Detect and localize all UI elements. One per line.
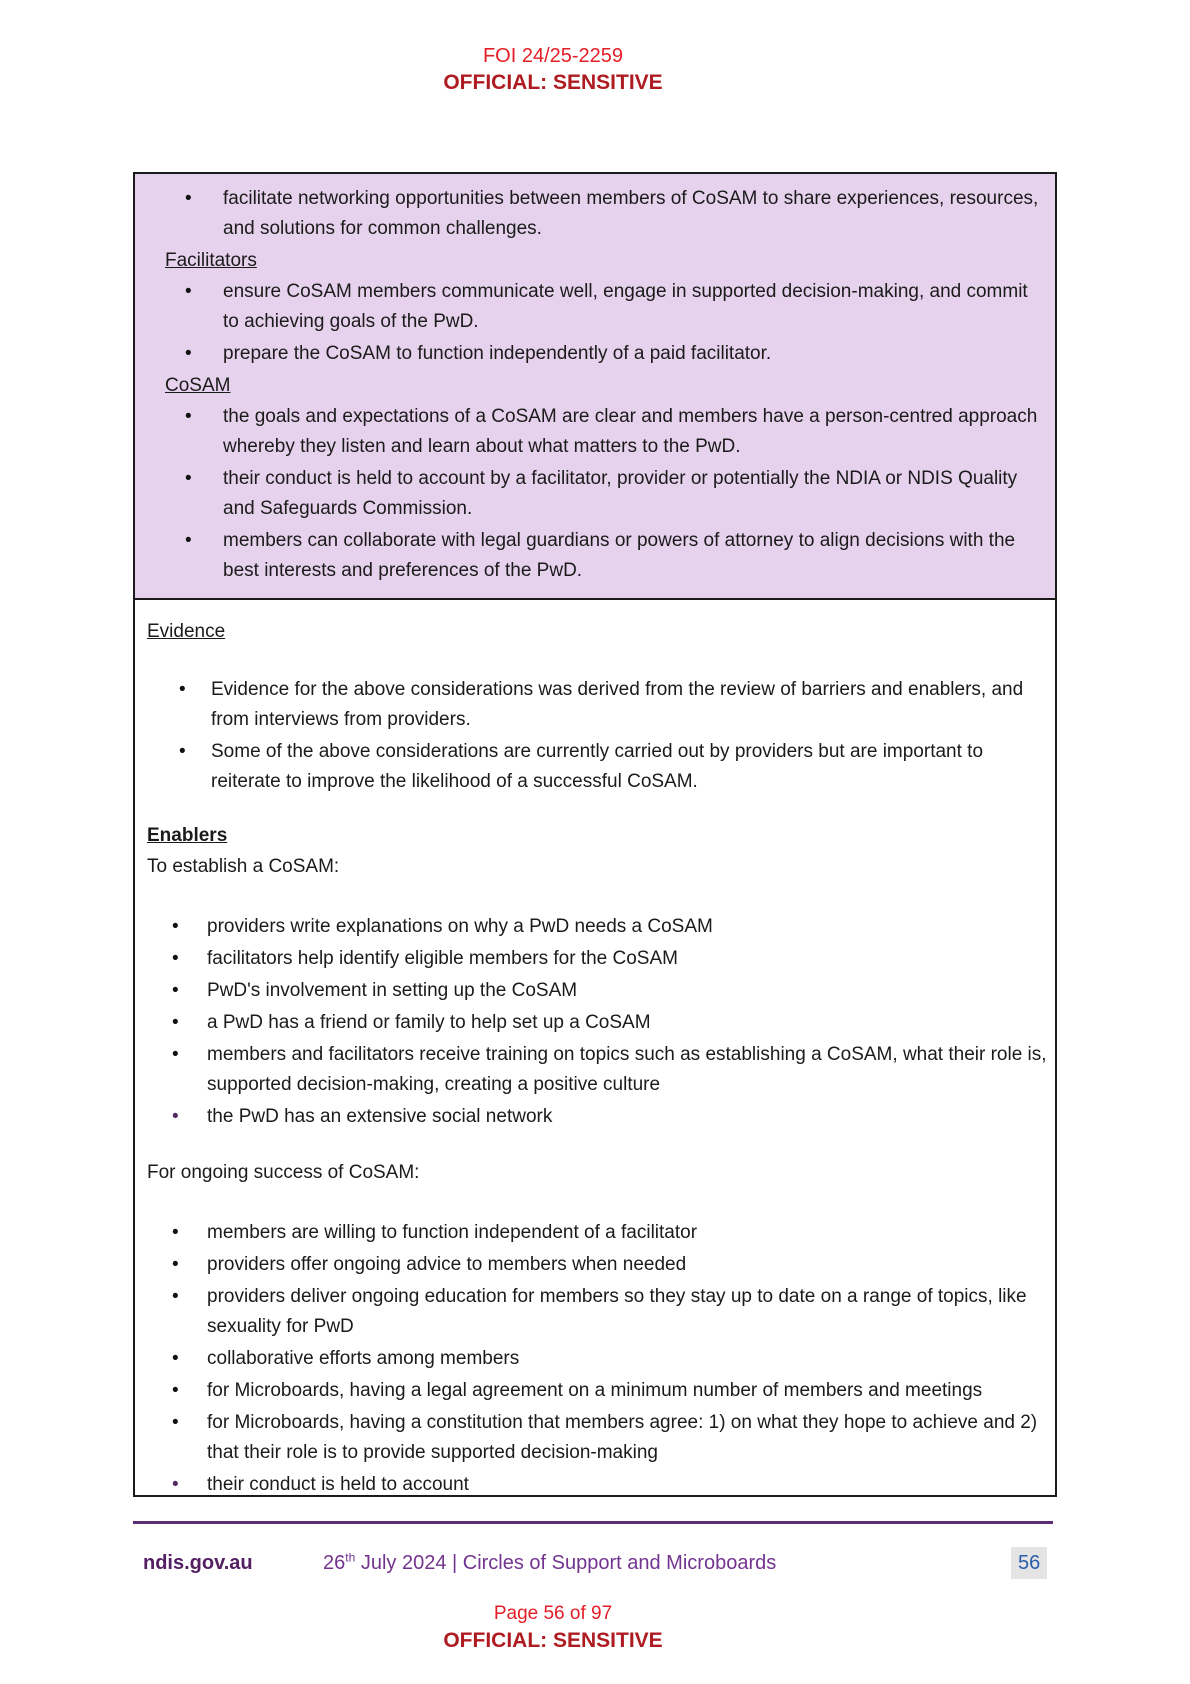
bullet-item: • facilitators help identify eligible members for the CoSAM [147, 944, 1047, 974]
bullet-item: • Evidence for the above considerations was derived from the review of barriers and enablers, and from interviews from providers. [147, 675, 1047, 735]
bullet-item: • providers deliver ongoing education for members so they stay up to date on a range of topics, like sexuality for PwD [147, 1282, 1047, 1342]
bullet-item: • providers write explanations on why a PwD needs a CoSAM [147, 912, 1047, 942]
bullet-item: • for Microboards, having a legal agreement on a minimum number of members and meetings [147, 1376, 1047, 1406]
bullet-item: • their conduct is held to account by a facilitator, provider or potentially the NDIA or NDIS Quality and Safeguards Commission. [165, 464, 1047, 524]
footer-date-rest: July 2024 | Circles of Support and Microboards [355, 1552, 777, 1574]
bullet-item: • providers offer ongoing advice to members when needed [147, 1250, 1047, 1280]
evidence-bullet-list [147, 675, 1047, 797]
footer-date-ordinal: th [345, 1550, 356, 1565]
bullet-item: • for Microboards, having a constitution that members agree: 1) on what they hope to achieve and 2) that their role is to provide supported decision-making [147, 1408, 1047, 1468]
facilitators-heading: Facilitators [165, 250, 257, 271]
ongoing-intro: For ongoing success of CoSAM: [147, 1162, 420, 1183]
footer-divider [133, 1521, 1053, 1524]
footer-date-day: 26 [323, 1552, 346, 1574]
classification-banner-bottom: OFFICIAL: SENSITIVE [443, 1629, 663, 1652]
bullet-item: • members are willing to function independent of a facilitator [147, 1218, 1047, 1248]
evidence-heading: Evidence [147, 621, 226, 642]
document-header [0, 44, 1106, 96]
bullet-item: • members and facilitators receive training on topics such as establishing a CoSAM, what their role is, supported decision-making, creating a positive culture [147, 1040, 1047, 1100]
establish-bullet-list [147, 912, 1047, 1132]
bullet-item: • members can collaborate with legal guardians or powers of attorney to align decisions with the best interests and preferences of the PwD. [165, 526, 1047, 586]
bullet-item: • the PwD has an extensive social network [147, 1102, 1047, 1132]
foi-reference: FOI 24/25-2259 [482, 45, 624, 67]
establish-intro: To establish a CoSAM: [147, 856, 340, 877]
page-count-line: Page 56 of 97 [493, 1603, 613, 1624]
bullet-item: • collaborative efforts among members [147, 1344, 1047, 1374]
footer-date-title [323, 1548, 776, 1578]
bullet-item: • their conduct is held to account [147, 1470, 1047, 1500]
considerations-table [133, 172, 1057, 1497]
bullet-item: • facilitate networking opportunities between members of CoSAM to share experiences, resources, and solutions for common challenges. [165, 184, 1047, 244]
bullet-item: • the goals and expectations of a CoSAM are clear and members have a person-centred approach whereby they listen and learn about what matters to the PwD. [165, 402, 1047, 462]
cosam-heading: CoSAM [165, 375, 231, 396]
facilitators-bullet-list [165, 277, 1047, 369]
cosam-bullet-list [165, 402, 1047, 586]
considerations-cell [135, 174, 1055, 600]
ndis-site-text: ndis.gov.au [143, 1552, 253, 1574]
classification-banner-top: OFFICIAL: SENSITIVE [443, 71, 663, 94]
lead-bullet-list [165, 184, 1047, 244]
bullet-item: • Some of the above considerations are currently carried out by providers but are important to reiterate to improve the likelihood of a successful CoSAM. [147, 737, 1047, 797]
page-number-field: 56 [1011, 1547, 1047, 1579]
bullet-item: • a PwD has a friend or family to help set up a CoSAM [147, 1008, 1047, 1038]
enablers-heading: Enablers [147, 825, 228, 846]
evidence-enablers-cell [135, 600, 1055, 1495]
bullet-item: • PwD's involvement in setting up the CoSAM [147, 976, 1047, 1006]
bullet-item: • ensure CoSAM members communicate well, engage in supported decision-making, and commit to achieving goals of the PwD. [165, 277, 1047, 337]
ongoing-bullet-list [147, 1218, 1047, 1500]
bullet-item: • prepare the CoSAM to function independently of a paid facilitator. [165, 339, 1047, 369]
